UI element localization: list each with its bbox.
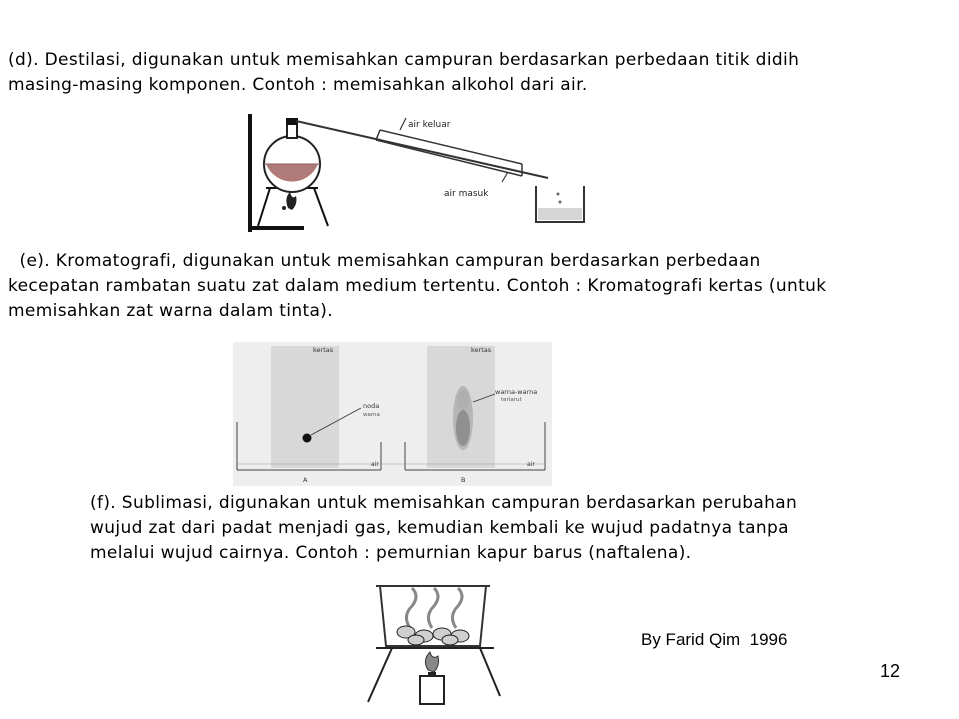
burner [420,676,444,704]
paper-strip-a [271,346,339,468]
label-colors: warna-warna [495,388,538,396]
flame-icon [425,652,438,672]
label-solvent-b: air [527,461,535,468]
ink-spot [303,434,312,443]
separated-colors [453,386,473,450]
stand-pole [248,114,252,232]
paragraph-line: (e). Kromatografi, digunakan untuk memisahkan campuran berdasarkan perbedaan [8,251,761,271]
round-bottom-flask [264,118,320,192]
receiving-beaker [536,186,584,222]
label-paper-b: kertas [471,346,492,354]
label-water-in: air masuk [444,189,489,199]
paragraph-line: wujud zat dari padat menjadi gas, kemudian kembali ke wujud padatnya tanpa [90,518,789,538]
paragraph-line: masing-masing komponen. Contoh : memisahkan alkohol dari air. [8,75,588,95]
paragraph-line: memisahkan zat warna dalam tinta). [8,301,334,321]
stand-base [248,226,304,230]
label-paper-a: kertas [313,346,334,354]
paragraph-line: kecepatan rambatan suatu zat dalam medium tertentu. Contoh : Kromatografi kertas (untuk [8,276,827,296]
distillation-apparatus-diagram [230,108,590,236]
label-spot-sub: warna [363,412,380,418]
label-spot: noda [363,402,380,410]
label-solvent-a: air [371,461,379,468]
vapour-wisps [406,588,462,628]
label-colors-sub: terlarut [501,397,522,403]
paragraph-line: (d). Destilasi, digunakan untuk memisahkan campuran berdasarkan perbedaan titik didih [8,50,800,70]
page-number: 12 [880,661,901,681]
label-panel-a: A [303,476,308,484]
sublimation-apparatus-diagram [362,578,512,708]
naphthalene-crystals [397,626,469,645]
paragraph-chromatography [8,249,826,324]
paragraph-line: (f). Sublimasi, digunakan untuk memisahkan campuran berdasarkan perubahan [90,493,798,513]
label-panel-b: B [461,476,466,484]
label-water-out: air keluar [408,120,451,130]
paragraph-line: melalui wujud cairnya. Contoh : pemurnian kapur barus (naftalena). [90,543,692,563]
paragraph-distillation [8,48,799,98]
paragraph-sublimation [90,491,797,566]
author-credit: By Farid Qim 1996 [641,630,788,649]
paper-chromatography-diagram [233,342,552,486]
flame-icon [282,192,297,210]
burner-wick [428,672,436,677]
